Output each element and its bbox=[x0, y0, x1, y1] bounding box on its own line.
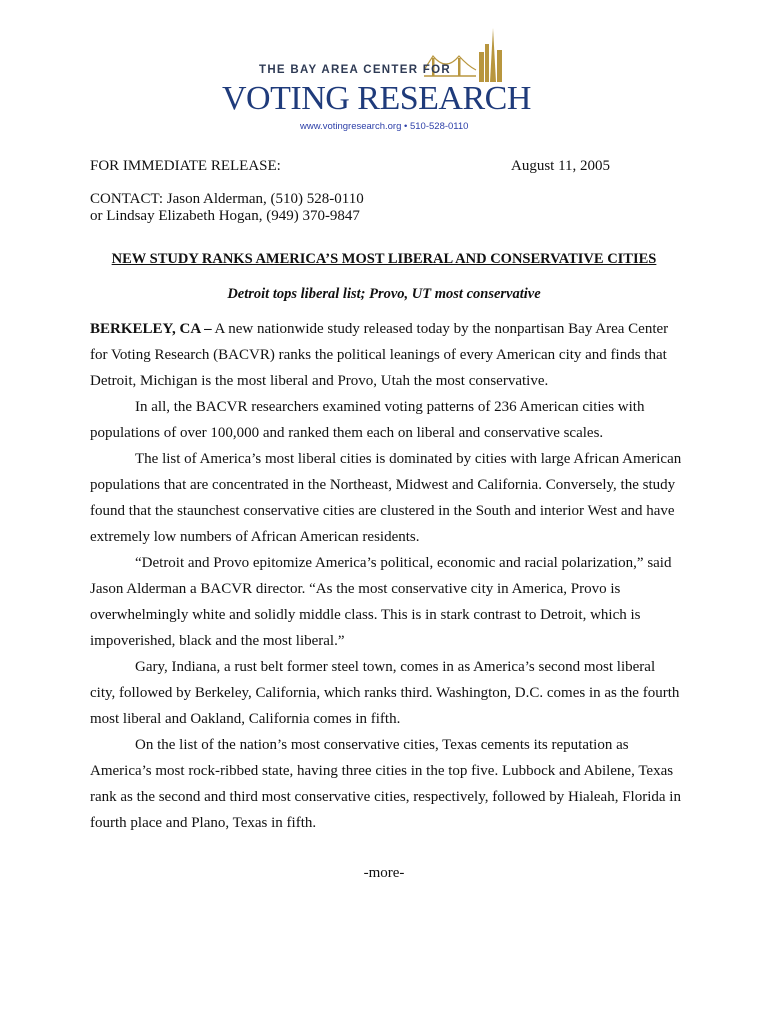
release-label: FOR IMMEDIATE RELEASE: bbox=[90, 158, 281, 174]
continuation-marker: -more- bbox=[363, 865, 405, 881]
subheadline: Detroit tops liberal list; Provo, UT most conservative bbox=[227, 286, 541, 302]
paragraph-2: In all, the BACVR researchers examined voting patterns of 236 American cities with populations of over 100,000 and ranked them each on liberal and conservative scales. bbox=[90, 399, 645, 441]
article-body bbox=[90, 316, 682, 836]
paragraph-4: “Detroit and Provo epitomize America’s political, economic and racial polarization,” said Jason Alderman a BACVR director. “As the most conservative city in America, Provo is overwhelmingly white and solidly middle class. This is in stark contrast to Detroit, which is impoverished, black and the most liberal.” bbox=[90, 555, 672, 649]
paragraph-3: The list of America’s most liberal cities is dominated by cities with large African American populations that are concentrated in the Northeast, Midwest and California. Conversely, the study found that the staunchest conservative cities are clustered in the South and interior West and have extremely low numbers of African American residents. bbox=[90, 451, 682, 545]
logo-wordmark: VOTING RESEARCH bbox=[222, 80, 531, 117]
paragraph-5: Gary, Indiana, a rust belt former steel town, comes in as America’s second most liberal city, followed by Berkeley, California, which ranks third. Washington, D.C. comes in as the fourth most liberal and Oakland, California comes in fifth. bbox=[90, 659, 680, 727]
logo-tagline: THE BAY AREA CENTER FOR bbox=[259, 64, 451, 76]
contact-line-2: or Lindsay Elizabeth Hogan, (949) 370-9847 bbox=[90, 208, 360, 224]
contact-line-1: CONTACT: Jason Alderman, (510) 528-0110 bbox=[90, 191, 364, 207]
release-date: August 11, 2005 bbox=[511, 158, 611, 174]
paragraph-text: A new nationwide study released today by the nonpartisan Bay Area Center for Voting Research (BACVR) ranks the political leanings of every American city and finds that Detroit, Michigan is the most liberal and Provo, Utah the most conservative. bbox=[90, 321, 669, 389]
dateline: BERKELEY, CA – bbox=[90, 321, 212, 337]
headline: NEW STUDY RANKS AMERICA’S MOST LIBERAL AND CONSERVATIVE CITIES bbox=[111, 251, 657, 267]
paragraph-6: On the list of the nation’s most conservative cities, Texas cements its reputation as America’s most rock-ribbed state, having three cities in the top five. Lubbock and Abilene, Texas rank as the second and third most conservative cities, respectively, followed by Hialeah, Florida in fourth place and Plano, Texas in fifth. bbox=[90, 737, 681, 831]
logo-contact: www.votingresearch.org • 510-528-0110 bbox=[300, 121, 469, 132]
logo bbox=[0, 0, 768, 140]
paragraph-1 bbox=[90, 316, 682, 394]
